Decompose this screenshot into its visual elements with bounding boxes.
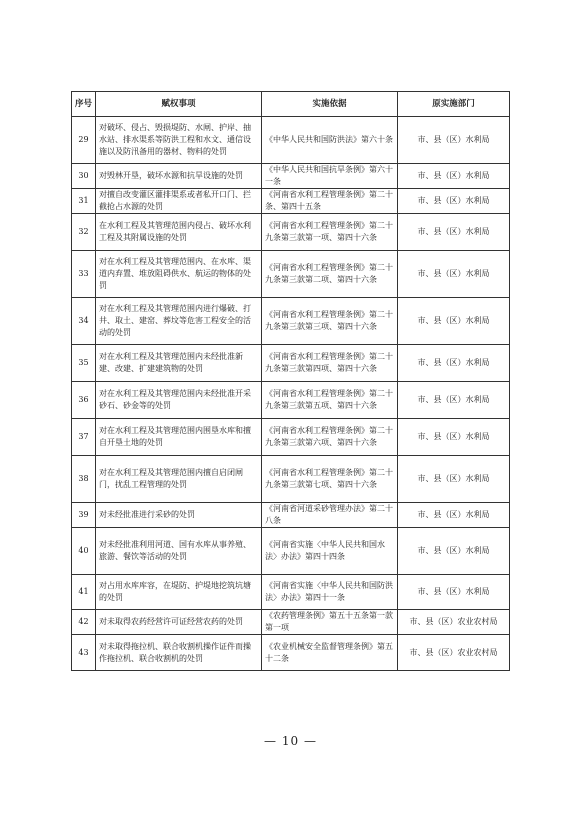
row-number: 43 [72,635,96,671]
row-basis: 《河南省水利工程管理条例》第二十条、第四十五条 [262,189,398,214]
table-body [72,117,510,671]
row-item: 对在水利工程及其管理范围内未经批准新建、改建、扩建建筑物的处罚 [96,345,262,382]
row-basis: 《农药管理条例》第五十五条第一款第一项 [262,610,398,635]
row-dept: 市、县（区）水利局 [398,189,510,214]
row-number: 32 [72,214,96,251]
row-basis: 《河南省实施〈中华人民共和国水法〉办法》第四十四条 [262,528,398,575]
table-row [72,117,510,164]
row-item: 对未经批准利用河道、国有水库从事养殖、旅游、餐饮等活动的处罚 [96,528,262,575]
table-row [72,503,510,528]
row-item: 对在水利工程及其管理范围内擅自启闭闸门，扰乱工程管理的处罚 [96,456,262,503]
row-dept: 市、县（区）水利局 [398,382,510,419]
row-item: 在水利工程及其管理范围内侵占、破坏水利工程及其附属设施的处罚 [96,214,262,251]
row-number: 35 [72,345,96,382]
row-dept: 市、县（区）农业农村局 [398,610,510,635]
table-row [72,382,510,419]
table-row [72,214,510,251]
row-basis: 《河南省水利工程管理条例》第二十九条第三款第一项、第四十六条 [262,214,398,251]
row-number: 38 [72,456,96,503]
row-basis: 《中华人民共和国抗旱条例》第六十一条 [262,164,398,189]
table-header-row [72,92,510,117]
row-dept: 市、县（区）水利局 [398,214,510,251]
row-number: 30 [72,164,96,189]
table-row [72,251,510,298]
row-number: 33 [72,251,96,298]
table-row [72,164,510,189]
table-row [72,575,510,610]
row-item: 对未取得农药经营许可证经营农药的处罚 [96,610,262,635]
row-basis: 《河南省水利工程管理条例》第二十九条第三款第四项、第四十六条 [262,345,398,382]
row-item: 对在水利工程及其管理范围内未经批准开采砂石、砂金等的处罚 [96,382,262,419]
row-dept: 市、县（区）水利局 [398,503,510,528]
row-number: 37 [72,419,96,456]
header-no: 序号 [72,92,96,117]
row-dept: 市、县（区）水利局 [398,251,510,298]
table-row [72,298,510,345]
row-item: 对在水利工程及其管理范围内、在水库、渠道内弃置、堆放阻碍供水、航运的物体的处罚 [96,251,262,298]
row-item: 对破坏、侵占、毁损堤防、水闸、护岸、抽水站、排水渠系等防洪工程和水文、通信设施以及防汛备用的器材、物料的处罚 [96,117,262,164]
row-number: 34 [72,298,96,345]
row-item: 对擅自改变灌区灌排渠系或者私开口门、拦截抢占水源的处罚 [96,189,262,214]
row-dept: 市、县（区）农业农村局 [398,635,510,671]
table-row [72,610,510,635]
authority-table [71,91,510,671]
row-item: 对在水利工程及其管理范围内进行爆破、打井、取土、建窑、葬坟等危害工程安全的活动的处罚 [96,298,262,345]
row-item: 对在水利工程及其管理范围内围垦水库和擅自开垦土地的处罚 [96,419,262,456]
row-number: 42 [72,610,96,635]
row-basis: 《河南省水利工程管理条例》第二十九条第三款第七项、第四十六条 [262,456,398,503]
row-dept: 市、县（区）水利局 [398,456,510,503]
row-dept: 市、县（区）水利局 [398,164,510,189]
row-number: 29 [72,117,96,164]
table-row [72,528,510,575]
row-number: 31 [72,189,96,214]
row-item: 对未经批准进行采砂的处罚 [96,503,262,528]
row-number: 41 [72,575,96,610]
row-basis: 《中华人民共和国防洪法》第六十条 [262,117,398,164]
row-basis: 《农业机械安全监督管理条例》第五十二条 [262,635,398,671]
header-dept: 原实施部门 [398,92,510,117]
row-dept: 市、县（区）水利局 [398,528,510,575]
table-row [72,345,510,382]
table-row [72,456,510,503]
row-number: 39 [72,503,96,528]
page-number: — 10 — [264,734,317,748]
row-dept: 市、县（区）水利局 [398,298,510,345]
row-basis: 《河南省水利工程管理条例》第二十九条第三款第六项、第四十六条 [262,419,398,456]
table-row [72,189,510,214]
row-item: 对占用水库库容，在堤防、护堤地挖筑坑塘的处罚 [96,575,262,610]
row-dept: 市、县（区）水利局 [398,117,510,164]
row-dept: 市、县（区）水利局 [398,419,510,456]
row-basis: 《河南省河道采砂管理办法》第二十八条 [262,503,398,528]
row-dept: 市、县（区）水利局 [398,575,510,610]
header-basis: 实施依据 [262,92,398,117]
table-row [72,635,510,671]
row-number: 36 [72,382,96,419]
row-basis: 《河南省实施〈中华人民共和国防洪法〉办法》第四十一条 [262,575,398,610]
row-item: 对毁林开垦，破坏水源和抗旱设施的处罚 [96,164,262,189]
header-item: 赋权事项 [96,92,262,117]
row-basis: 《河南省水利工程管理条例》第二十九条第三款第三项、第四十六条 [262,298,398,345]
row-number: 40 [72,528,96,575]
row-basis: 《河南省水利工程管理条例》第二十九条第三款第二项、第四十六条 [262,251,398,298]
row-item: 对未取得拖拉机、联合收割机操作证件而操作拖拉机、联合收割机的处罚 [96,635,262,671]
row-dept: 市、县（区）水利局 [398,345,510,382]
row-basis: 《河南省水利工程管理条例》第二十九条第三款第五项、第四十六条 [262,382,398,419]
table-row [72,419,510,456]
